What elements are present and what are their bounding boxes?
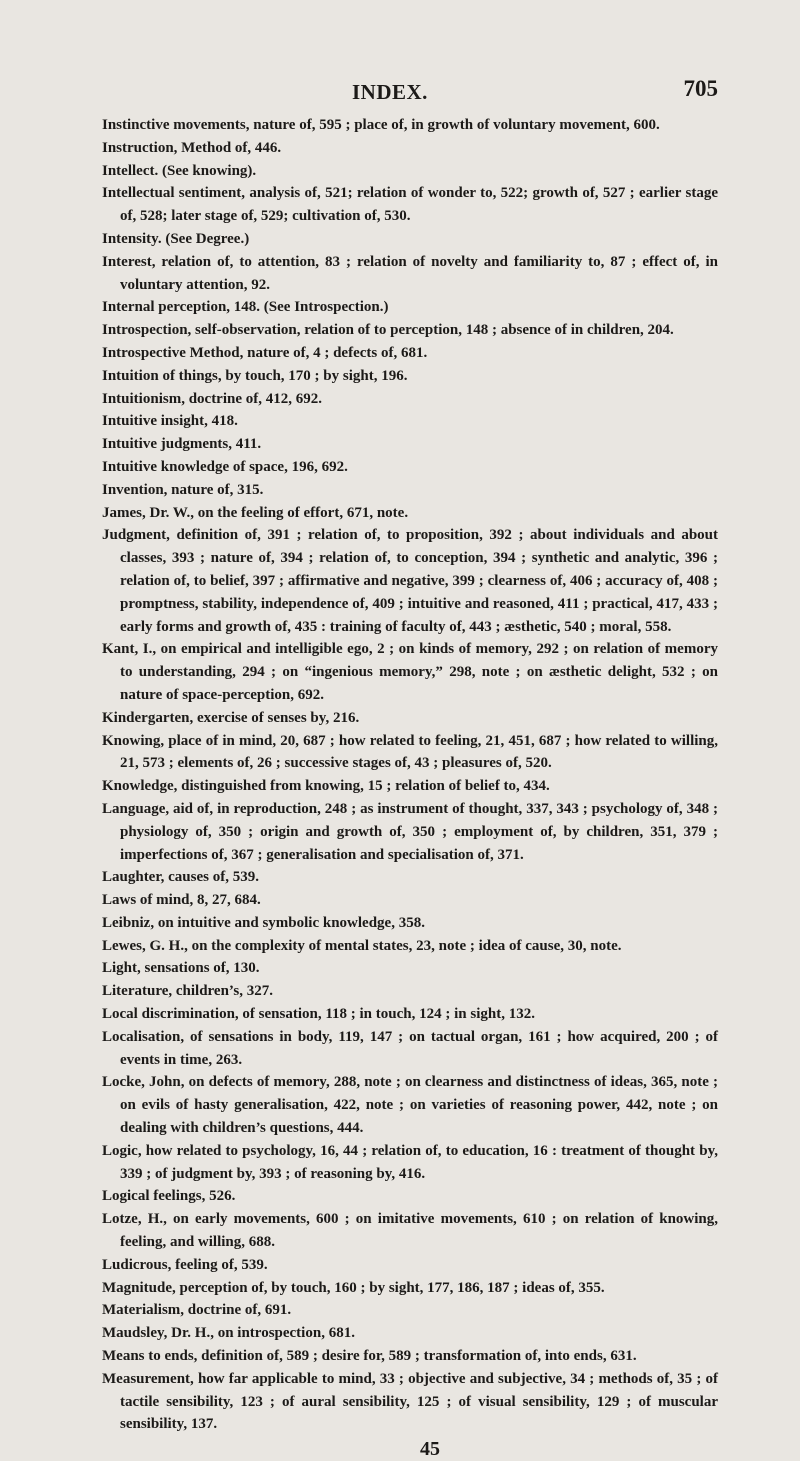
index-entry: Intellect. (See knowing). [102, 162, 257, 179]
index-entry: Introspection, self-observation, relation of to perception, 148 ; absence of in children, 204. [102, 322, 674, 339]
index-entry: James, Dr. W., on the feeling of effort, 671, note. [102, 504, 409, 521]
index-entries-list [102, 114, 718, 1436]
index-entry: Intuition of things, by touch, 170 ; by sight, 196. [102, 367, 408, 384]
signature-mark: 45 [420, 1438, 440, 1461]
index-entry: Local discrimination, of sensation, 118 ; in touch, 124 ; in sight, 132. [102, 1006, 535, 1023]
index-entry: Kindergarten, exercise of senses by, 216. [102, 709, 360, 726]
page-title: INDEX. [352, 80, 428, 104]
index-entry: Locke, John, on defects of memory, 288, note ; on clearness and distinctness of ideas, 365, note ; on evils of hasty generalisation, 422, note ; on varieties of reasoning power, 442, note ; on dealing with children’s questions, 444. [102, 1074, 718, 1137]
index-entry: Intensity. (See Degree.) [102, 230, 250, 247]
index-entry: Materialism, doctrine of, 691. [102, 1302, 292, 1319]
index-entry: Intuitive knowledge of space, 196, 692. [102, 458, 348, 475]
index-entry: Internal perception, 148. (See Introspection.) [102, 299, 389, 316]
index-entry: Means to ends, definition of, 589 ; desire for, 589 ; transformation of, into ends, 631. [102, 1348, 637, 1365]
page-header [102, 74, 718, 114]
index-entry: Invention, nature of, 315. [102, 481, 264, 498]
index-entry: Judgment, definition of, 391 ; relation of, to proposition, 392 ; about individuals and about classes, 393 ; nature of, 394 ; relation of, to conception, 394 ; synthetic and analytic, 396 ; relation of, to belief, 397 ; affirmative and negative, 399 ; clearness of, 406 ; accuracy of, 408 ; promptness, stability, independence of, 409 ; intuitive and reasoned, 411 ; practical, 417, 433 ; early forms and growth of, 435 : training of faculty of, 443 ; æsthetic, 540 ; moral, 558. [102, 527, 718, 635]
index-entry: Instruction, Method of, 446. [102, 139, 282, 156]
index-entry: Knowing, place of in mind, 20, 687 ; how related to feeling, 21, 451, 687 ; how related to willing, 21, 573 ; elements of, 26 ; successive stages of, 43 ; pleasures of, 520. [102, 732, 718, 772]
index-entry: Instinctive movements, nature of, 595 ; place of, in growth of voluntary movement, 600. [102, 117, 660, 133]
index-entry: Localisation, of sensations in body, 119, 147 ; on tactual organ, 161 ; how acquired, 200 ; of events in time, 263. [102, 1028, 718, 1068]
index-entry: Language, aid of, in reproduction, 248 ; as instrument of thought, 337, 343 ; psychology of, 348 ; physiology of, 350 ; origin and growth of, 350 ; employment of, by children, 351, 379 ; imperfections of, 367 ; generalisation and specialisation of, 371. [102, 800, 718, 863]
index-entry: Interest, relation of, to attention, 83 ; relation of novelty and familiarity to, 87 ; effect of, in voluntary attention, 92. [102, 253, 718, 293]
page-number: 705 [683, 76, 718, 101]
index-entry: Leibniz, on intuitive and symbolic knowledge, 358. [102, 914, 425, 931]
index-entry: Intuitive judgments, 411. [102, 436, 262, 453]
index-entry: Ludicrous, feeling of, 539. [102, 1256, 268, 1273]
index-entry: Introspective Method, nature of, 4 ; defects of, 681. [102, 344, 428, 361]
index-entry: Logical feelings, 526. [102, 1188, 236, 1205]
index-entry: Magnitude, perception of, by touch, 160 ; by sight, 177, 186, 187 ; ideas of, 355. [102, 1279, 605, 1296]
index-entry: Intellectual sentiment, analysis of, 521; relation of wonder to, 522; growth of, 527 ; earlier stage of, 528; later stage of, 529; cultivation of, 530. [102, 185, 718, 225]
index-entry: Intuitionism, doctrine of, 412, 692. [102, 390, 323, 407]
index-entry: Light, sensations of, 130. [102, 960, 260, 977]
index-entry: Intuitive insight, 418. [102, 413, 238, 430]
index-entry: Knowledge, distinguished from knowing, 15 ; relation of belief to, 434. [102, 778, 550, 795]
index-entry: Lotze, H., on early movements, 600 ; on imitative movements, 610 ; on relation of knowing, feeling, and willing, 688. [102, 1211, 718, 1251]
index-entry: Lewes, G. H., on the complexity of mental states, 23, note ; idea of cause, 30, note. [102, 937, 622, 954]
index-entry: Literature, children’s, 327. [102, 983, 273, 1000]
index-entry: Maudsley, Dr. H., on introspection, 681. [102, 1325, 355, 1342]
index-entry: Laws of mind, 8, 27, 684. [102, 892, 261, 909]
index-entry: Kant, I., on empirical and intelligible ego, 2 ; on kinds of memory, 292 ; on relation of memory to understanding, 294 ; on “ingenious memory,” 298, note ; on æsthetic delight, 532 ; on nature of space-perception, 692. [102, 641, 718, 703]
index-entry: Measurement, how far applicable to mind, 33 ; objective and subjective, 34 ; methods of, 35 ; of tactile sensibility, 123 ; of aural sensibility, 125 ; of visual sensibility, 129 ; of muscular sensibility, 137. [102, 1370, 718, 1433]
index-entry: Laughter, causes of, 539. [102, 869, 259, 886]
index-entry: Logic, how related to psychology, 16, 44 ; relation of, to education, 16 : treatment of thought by, 339 ; of judgment by, 393 ; of reasoning by, 416. [102, 1142, 718, 1182]
